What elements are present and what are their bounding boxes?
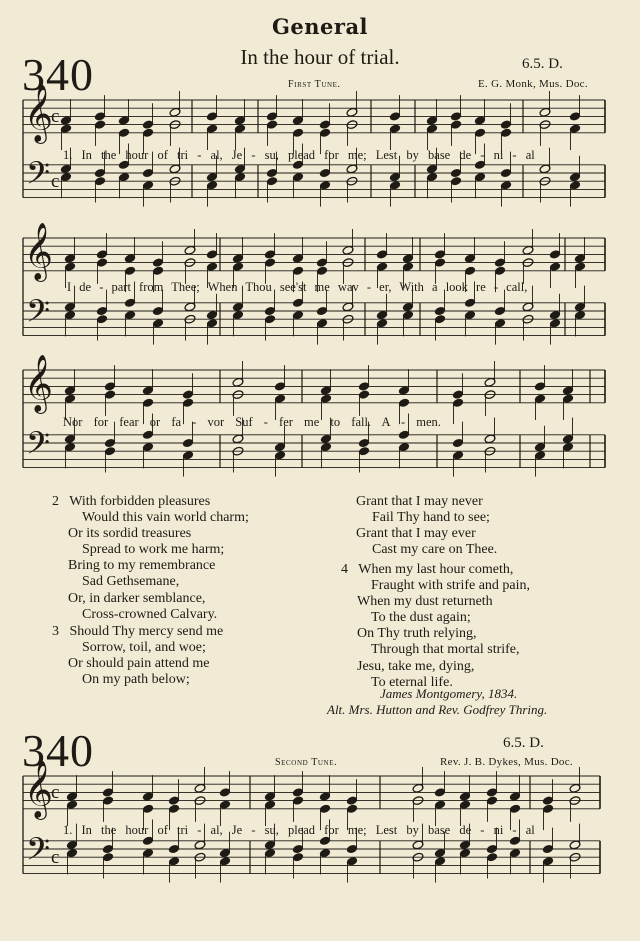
bass-clef-icon: 𝄢: [26, 424, 51, 469]
alteration-credit: Alt. Mrs. Hutton and Rev. Godfrey Thring.: [327, 702, 548, 717]
treble-clef-icon: 𝄞: [24, 353, 54, 412]
first-tune-composer: E. G. Monk, Mus. Doc.: [478, 78, 588, 90]
second-tune-hymn-number: 340: [22, 725, 94, 776]
second-tune-meter: 6.5. D.: [503, 735, 544, 751]
time-signature-icon: c: [51, 106, 60, 128]
treble-clef-icon: 𝄞: [24, 83, 54, 142]
treble-clef-icon: 𝄞: [24, 221, 54, 280]
bass-clef-icon: 𝄢: [26, 830, 51, 875]
first-tune-lyric-line-2: I de - part from Thee; When Thou see'st me wav - er, With a look re - call,: [67, 280, 528, 294]
second-tune-lyric-line-1: 1. In the hour of tri - al, Je - su, plead for me; Lest by base de - ni - al: [63, 823, 535, 837]
time-signature-icon: c: [51, 782, 60, 804]
first-tune-lyric-line-1: 1. In the hour of tri - al, Je - su, plead for me; Lest by base de - ni - al: [63, 148, 535, 162]
bass-clef-icon: 𝄢: [26, 292, 51, 337]
first-tune-label: First Tune.: [288, 79, 341, 90]
hymn-meter: 6.5. D.: [522, 56, 563, 72]
verse-3: 3 Should Thy mercy send me Sorrow, toil, and woe; Or should pain attend me On my path below;: [52, 624, 224, 688]
second-tune-label: Second Tune.: [275, 757, 338, 768]
hymn-number: 340: [22, 49, 94, 100]
verse-1-continued: Grant that I may never Fail Thy hand to see; Grant that I may ever Cast my care on Thee.: [356, 494, 498, 558]
section-title: General: [271, 14, 369, 39]
second-tune-composer: Rev. J. B. Dykes, Mus. Doc.: [440, 756, 573, 768]
first-tune-lyric-line-3: Nor for fear or fa - vor Suf - fer me to fall. A - men.: [63, 415, 441, 429]
bass-clef-icon: 𝄢: [26, 154, 51, 199]
verse-2: 2 With forbidden pleasures Would this vain world charm; Or its sordid treasures Spread to work me harm; Bring to my remembrance Sad Gethsemane, Or, in darker semblance, Cross-crowned Calvary.: [52, 494, 249, 622]
time-signature-icon: c: [51, 170, 60, 192]
time-signature-icon: c: [51, 846, 60, 868]
author-credit: James Montgomery, 1834.: [380, 686, 518, 701]
treble-clef-icon: 𝄞: [24, 759, 54, 818]
hymn-title: In the hour of trial.: [240, 45, 400, 69]
verse-4: 4 When my last hour cometh, Fraught with strife and pain, When my dust returneth To the dust again; On Thy truth relying, Through that mortal strife, Jesu, take me, dying, To eternal life.: [341, 562, 531, 690]
